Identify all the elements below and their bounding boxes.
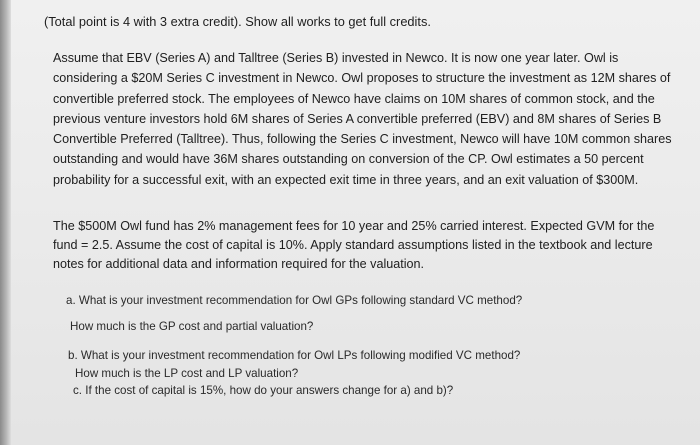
question-c: c. If the cost of capital is 15%, how do your answers change for a) and b)? xyxy=(73,384,454,397)
question-a: a. What is your investment recommendation for Owl GPs following standard VC method? xyxy=(66,294,523,307)
scenario-paragraph: Assume that EBV (Series A) and Talltree (Series B) invested in Newco. It is now one year later. Owl is considering a $20M Series C investment in Newco. Owl proposes to structure the investment as 12M shares of convertible preferred stock. The employees of Newco have claims on 10M shares of common stock, and the previous venture investors hold 6M shares of Series A convertible preferred (EBV) and 8M shares of Series B Convertible Preferred (Talltree). Thus, following the Series C investment, Newco will have 10M common shares outstanding and would have 36M shares outstanding on conversion of the CP. Owl estimates a 50 percent probability for a successful exit, with an expected exit time in three years, and an exit valuation of $300M. xyxy=(53,51,672,187)
question-b: b. What is your investment recommendation for Owl LPs following modified VC method? xyxy=(68,349,521,362)
intro-line: (Total point is 4 with 3 extra credit). Show all works to get full credits. xyxy=(44,14,431,29)
question-a-followup: How much is the GP cost and partial valuation? xyxy=(70,320,314,333)
question-b-followup: How much is the LP cost and LP valuation? xyxy=(75,367,299,380)
page-edge-shadow xyxy=(0,0,11,445)
fund-paragraph: The $500M Owl fund has 2% management fees for 10 year and 25% carried interest. Expected GVM for the fund = 2.5. Assume the cost of capital is 10%. Apply standard assumptions listed in the textbook and lecture notes for additional data and information required for the valuation. xyxy=(53,219,655,271)
